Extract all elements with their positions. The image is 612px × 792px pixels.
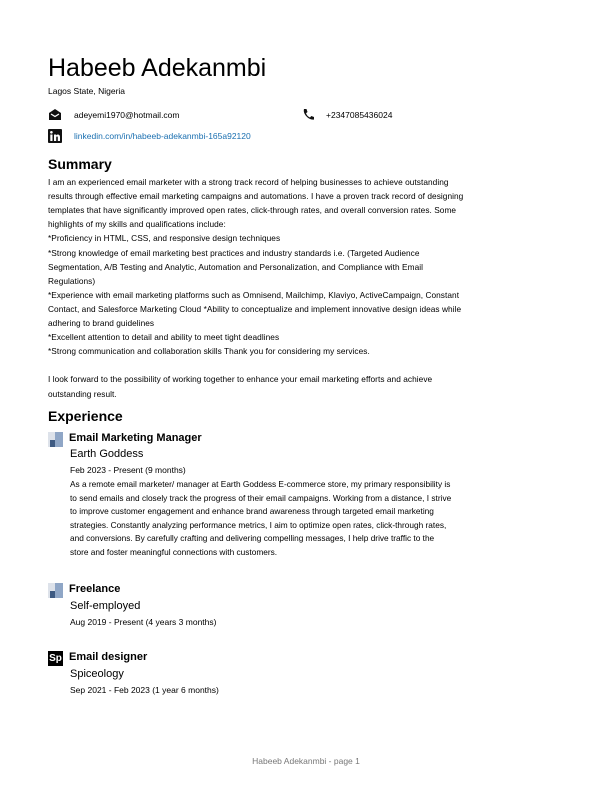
experience-heading: Experience [48,408,123,424]
text-line: templates that have significantly improved open rates, click-through rates, and overall conversion rates. Some [48,205,457,216]
text-line: Contact, and Salesforce Marketing Cloud *Ability to conceptualize and implement innovative design ideas while [48,303,462,314]
company-name: Spiceology [70,668,124,680]
text-line: *Strong knowledge of email marketing best practices and industry standards i.e. (Targeted Audience [48,247,420,258]
spiceology-logo: Sp [49,653,62,664]
text-line: to improve customer engagement and enhance brand awareness through targeted email marketing [70,506,434,517]
email-link[interactable]: adeyemi1970@hotmail.com [74,110,180,120]
job-title: Freelance [69,583,121,595]
company-logo-placeholder-icon [48,432,63,447]
text-line: to send emails and closely track the progress of their email campaigns. Working from a distance, I strive [70,492,452,503]
phone-icon [302,108,314,121]
text-line: adhering to brand guidelines [48,318,155,328]
text-line: As a remote email marketer/ manager at Earth Goddess E-commerce store, my primary responsibility is [70,479,451,489]
text-line: *Excellent attention to detail and ability to meet tight deadlines [48,332,280,343]
text-line: I am an experienced email marketer with a strong track record of helping businesses to achieve outstanding [48,177,449,187]
company-name: Earth Goddess [70,448,144,460]
text-line: *Experience with email marketing platforms such as Omnisend, Mailchimp, Klaviyo, ActiveCampaign, Constant [48,289,460,300]
job-dates: Sep 2021 - Feb 2023 (1 year 6 months) [70,685,219,695]
text-line: outstanding result. [48,388,117,399]
text-line: and conversions. By carefully crafting and delivering compelling messages, I help drive traffic to the [70,533,435,544]
candidate-name: Habeeb Adekanmbi [48,54,267,82]
linkedin-icon [48,129,62,143]
phone-number: +2347085436024 [326,110,393,120]
text-line: highlights of my skills and qualifications include: [48,219,226,230]
job-dates: Aug 2019 - Present (4 years 3 months) [70,617,217,627]
job-title: Email Marketing Manager [69,432,202,444]
job-dates: Feb 2023 - Present (9 months) [70,465,186,475]
company-logo-placeholder-icon [48,583,63,598]
text-line: store and foster meaningful connections with customers. [70,547,278,557]
page-footer: Habeeb Adekanmbi - page 1 [252,756,360,766]
text-line: results through effective email marketing campaigns and automations. I have a proven track record of designing [48,191,464,202]
text-line: *Proficiency in HTML, CSS, and responsive design techniques [48,233,281,244]
linkedin-link[interactable]: linkedin.com/in/habeeb-adekanmbi-165a92120 [74,131,251,141]
job-title: Email designer [69,651,148,663]
summary-heading: Summary [48,156,112,172]
text-line: strategies. Constantly analyzing performance metrics, I aim to optimize open rates, click-through rates, [70,519,447,530]
text-line: Segmentation, A/B Testing and Analytic, Automation and Personalization, and Compliance with Email [48,261,424,272]
company-name: Self-employed [70,600,141,612]
text-line: Regulations) [48,275,96,286]
text-line: *Strong communication and collaboration skills Thank you for considering my services. [48,346,370,357]
envelope-icon [48,108,62,121]
text-line: I look forward to the possibility of working together to enhance your email marketing efforts and achieve [48,374,433,385]
location: Lagos State, Nigeria [48,86,126,96]
